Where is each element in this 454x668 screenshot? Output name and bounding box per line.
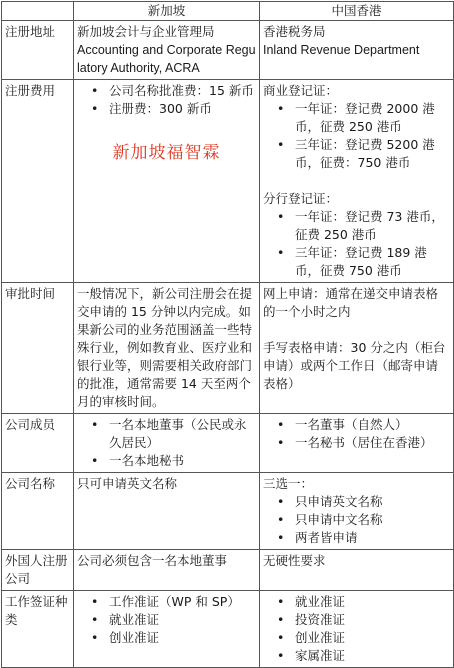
row-visa (2, 591, 454, 668)
hk-business-title: 商业登记证： (263, 83, 339, 98)
comparison-table (1, 1, 454, 668)
hk-members-list (263, 416, 450, 452)
hk-visa-list (263, 593, 450, 665)
header-row (2, 2, 454, 21)
list-item: • 只申请英文名称 (295, 493, 450, 511)
list-item: • 投资准证 (295, 611, 450, 629)
watermark-text: 新加坡福智霖 (112, 143, 221, 163)
hk-business-list (263, 100, 450, 172)
row-reg-fee (2, 80, 454, 283)
row-foreign-reg (2, 550, 454, 591)
sg-reg-address (74, 21, 260, 80)
list-item: • 一名本地董事（公民或永久居民） (109, 416, 256, 452)
list-item: • 公司名称批准费：15 新币 (109, 82, 256, 100)
list-item: • 创业准证 (109, 629, 256, 647)
hk-company-name-title: 三选一： (263, 476, 314, 491)
sg-reg-fee (74, 80, 260, 283)
list-item: • 一年证：登记费 73 港币，征费 250 港币 (295, 208, 450, 244)
sg-members (74, 414, 260, 473)
hk-approval-online: 网上申请：通常在递交申请表格的一个小时之内 (263, 286, 439, 319)
hk-company-name (260, 473, 454, 550)
list-item: • 只申请中文名称 (295, 511, 450, 529)
hk-foreign-reg: 无硬性要求 (260, 550, 454, 591)
sg-reg-fee-list (77, 82, 256, 118)
hk-approval-time (260, 283, 454, 414)
hk-branch-list (263, 208, 450, 280)
hk-reg-address (260, 21, 454, 80)
list-item: • 就业准证 (109, 611, 256, 629)
list-item: • 工作准证（WP 和 SP） (109, 593, 256, 611)
hk-reg-address-en: Inland Revenue Department (263, 43, 420, 57)
sg-visa (74, 591, 260, 668)
label-foreign-reg: 外国人注册公司 (2, 550, 74, 591)
label-approval-time: 审批时间 (2, 283, 74, 414)
list-item: • 注册费：300 新币 (109, 100, 256, 118)
hk-company-name-list (263, 493, 450, 547)
list-item: • 三年证：登记费 189 港币，征费 750 港币 (295, 244, 450, 280)
row-company-name (2, 473, 454, 550)
list-item: • 家属准证 (295, 647, 450, 665)
hk-branch-title: 分行登记证： (263, 191, 339, 206)
list-item: • 两者皆申请 (295, 529, 450, 547)
hk-reg-fee (260, 80, 454, 283)
row-members (2, 414, 454, 473)
hk-members (260, 414, 454, 473)
hk-reg-address-cn: 香港税务局 (263, 24, 326, 39)
list-item: • 一名董事（自然人） (295, 416, 450, 434)
hk-visa (260, 591, 454, 668)
list-item: • 一名本地秘书 (109, 452, 256, 470)
row-approval-time (2, 283, 454, 414)
sg-reg-address-en: Accounting and Corporate Regulatory Authority, ACRA (77, 43, 256, 75)
list-item: • 一年证：登记费 2000 港币，征费 250 港币 (295, 100, 450, 136)
label-members: 公司成员 (2, 414, 74, 473)
sg-approval-time (74, 283, 260, 414)
header-singapore: 新加坡 (74, 2, 260, 21)
header-hongkong: 中国香港 (260, 2, 454, 21)
row-reg-address (2, 21, 454, 80)
sg-approval-text: 一般情况下，新公司注册会在提交申请的 15 分钟以内完成。如果新公司的业务范围涵盖一些特殊行业，例如教育业、医疗业和银行业等，则需要相关政府部门的批准，通常需要 14 天至两个月的审核时间。 (77, 286, 253, 409)
list-item: • 创业准证 (295, 629, 450, 647)
sg-members-list (77, 416, 256, 470)
list-item: • 三年证：登记费 5200 港币，征费：750 港币 (295, 136, 450, 172)
label-reg-address: 注册地址 (2, 21, 74, 80)
list-item: • 一名秘书（居住在香港） (295, 434, 450, 452)
label-visa: 工作签证种类 (2, 591, 74, 668)
sg-reg-address-cn: 新加坡会计与企业管理局 (77, 24, 215, 39)
list-item: • 就业准证 (295, 593, 450, 611)
sg-foreign-reg: 公司必须包含一名本地董事 (74, 550, 260, 591)
sg-company-name: 只可申请英文名称 (74, 473, 260, 550)
header-blank (2, 2, 74, 21)
hk-approval-paper: 手写表格申请：30 分之内（柜台申请）或两个工作日（邮寄申请表格） (263, 340, 446, 391)
sg-visa-list (77, 593, 256, 647)
label-reg-fee: 注册费用 (2, 80, 74, 283)
label-company-name: 公司名称 (2, 473, 74, 550)
